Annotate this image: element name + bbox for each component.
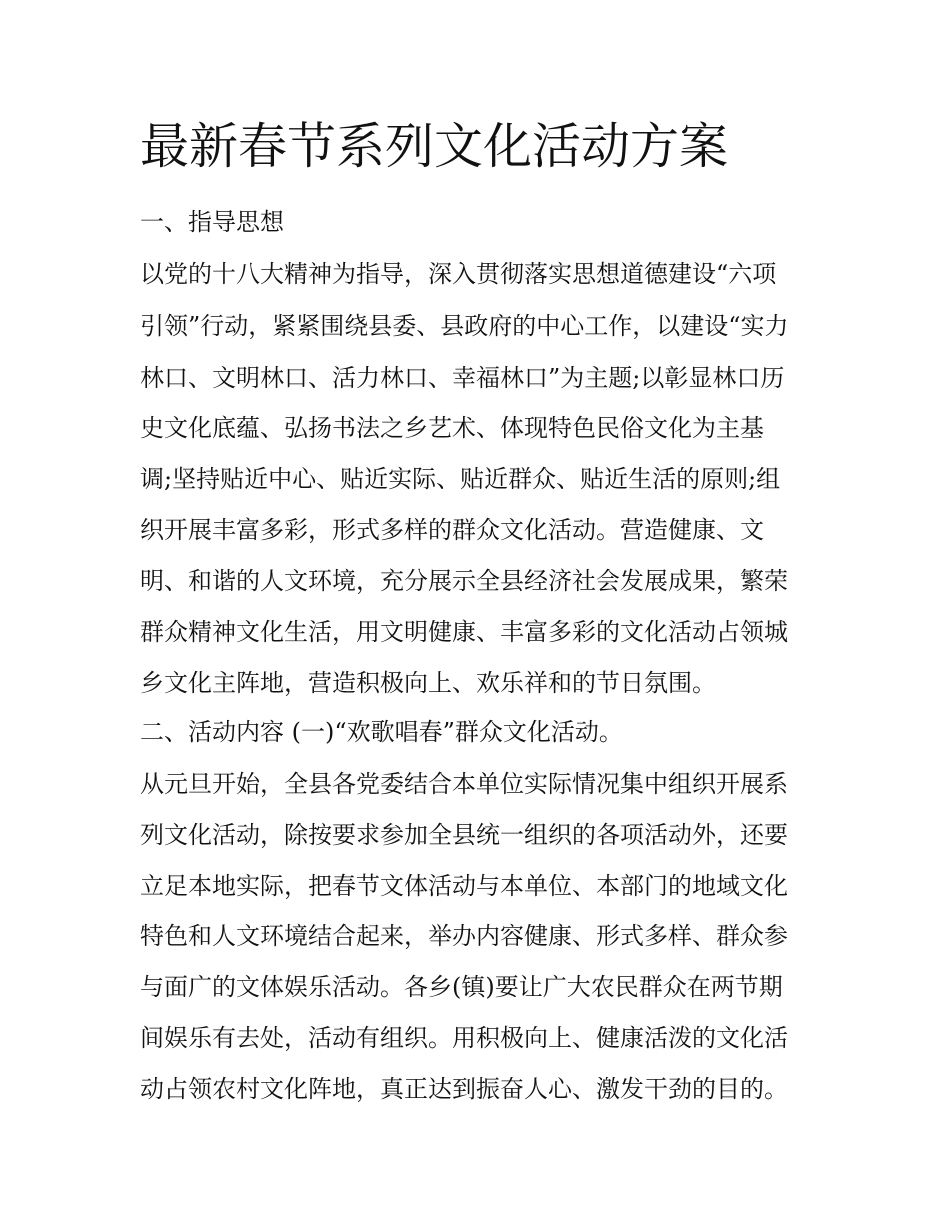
body-text-line: 乡文化主阵地，营造积极向上、欢乐祥和的节日氛围。 <box>140 669 716 697</box>
body-text-line: 动占领农村文化阵地，真正达到振奋人心、激发干劲的目的。 <box>140 1075 788 1103</box>
body-text-line: 特色和人文环境结合起来，举办内容健康、形式多样、群众参 <box>140 922 788 950</box>
body-text-line: 间娱乐有去处，活动有组织。用积极向上、健康活泼的文化活 <box>140 1024 788 1052</box>
body-text-line: 列文化活动，除按要求参加全县统一组织的各项活动外，还要 <box>140 821 788 849</box>
body-text-line: 史文化底蕴、弘扬书法之乡艺术、体现特色民俗文化为主基 <box>140 414 764 442</box>
body-text-line: 立足本地实际，把春节文体活动与本单位、本部门的地域文化 <box>140 872 788 900</box>
body-text-line: 明、和谐的人文环境，充分展示全县经济社会发展成果，繁荣 <box>140 567 788 595</box>
body-text-line: 织开展丰富多彩，形式多样的群众文化活动。营造健康、文 <box>140 516 764 544</box>
body-text-line: 群众精神文化生活，用文明健康、丰富多彩的文化活动占领城 <box>140 618 788 646</box>
document-title: 最新春节系列文化活动方案 <box>140 118 729 175</box>
body-text-line: 从元旦开始，全县各党委结合本单位实际情况集中组织开展系 <box>140 770 788 798</box>
section-heading-activity-content: 二、活动内容 (一)“欢歌唱春”群众文化活动。 <box>140 718 623 746</box>
body-text-line: 与面广的文体娱乐活动。各乡(镇)要让广大农民群众在两节期 <box>140 973 783 1001</box>
body-text-line: 林口、文明林口、活力林口、幸福林口”为主题;以彰显林口历 <box>140 364 785 392</box>
body-text-line: 调;坚持贴近中心、贴近实际、贴近群众、贴近生活的原则;组 <box>140 465 781 493</box>
body-text-line: 引领”行动，紧紧围绕县委、县政府的中心工作，以建设“实力 <box>140 312 789 340</box>
section-heading-guiding-ideology: 一、指导思想 <box>140 208 284 236</box>
body-text-line: 以党的十八大精神为指导，深入贯彻落实思想道德建设“六项 <box>140 260 777 288</box>
